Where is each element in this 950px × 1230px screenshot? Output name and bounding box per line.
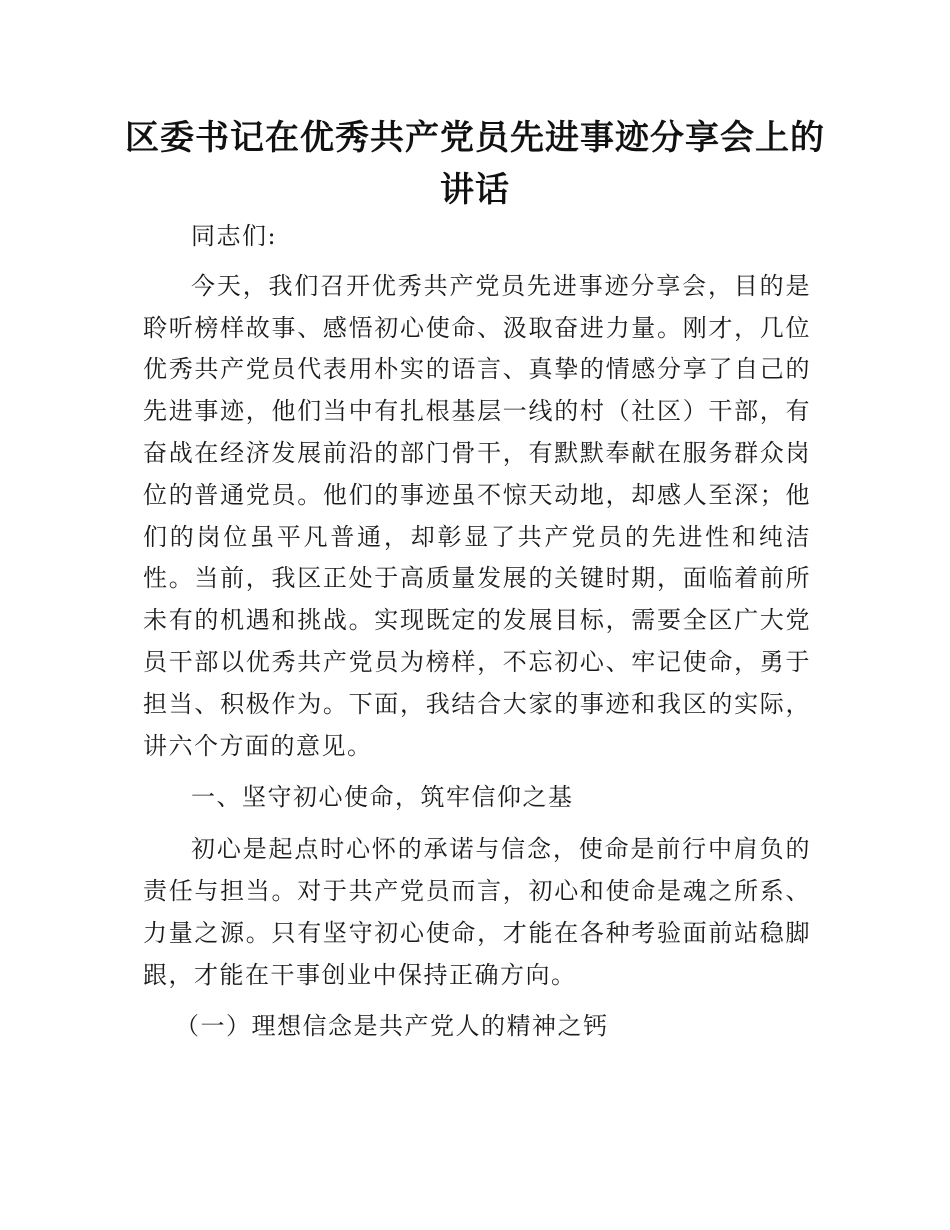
document-body xyxy=(143,216,811,1048)
document-title: 区委书记在优秀共产党员先进事迹分享会上的讲话 xyxy=(125,118,825,210)
intro-paragraph: 今天，我们召开优秀共产党员先进事迹分享会，目的是聆听榜样故事、感悟初心使命、汲取奋进力量。刚才，几位优秀共产党员代表用朴实的语言、真挚的情感分享了自己的先进事迹，他们当中有扎根基层一线的村（社区）干部，有奋战在经济发展前沿的部门骨干，有默默奉献在服务群众岗位的普通党员。他们的事迹虽不惊天动地，却感人至深；他们的岗位虽平凡普通，却彰显了共产党员的先进性和纯洁性。当前，我区正处于高质量发展的关键时期，面临着前所未有的机遇和挑战。实现既定的发展目标，需要全区广大党员干部以优秀共产党员为榜样，不忘初心、牢记使命，勇于担当、积极作为。下面，我结合大家的事迹和我区的实际，讲六个方面的意见。 xyxy=(143,271,811,760)
section-heading: 一、坚守初心使命，筑牢信仰之基 xyxy=(191,783,574,812)
section-paragraph: 初心是起点时心怀的承诺与信念，使命是前行中肩负的责任与担当。对于共产党员而言，初心和使命是魂之所系、力量之源。只有坚守初心使命，才能在各种考验面前站稳脚跟，才能在干事创业中保持正确方向。 xyxy=(143,835,811,989)
salutation: 同志们: xyxy=(191,222,278,250)
subsection-heading: （一）理想信念是共产党人的精神之钙 xyxy=(175,1012,609,1041)
